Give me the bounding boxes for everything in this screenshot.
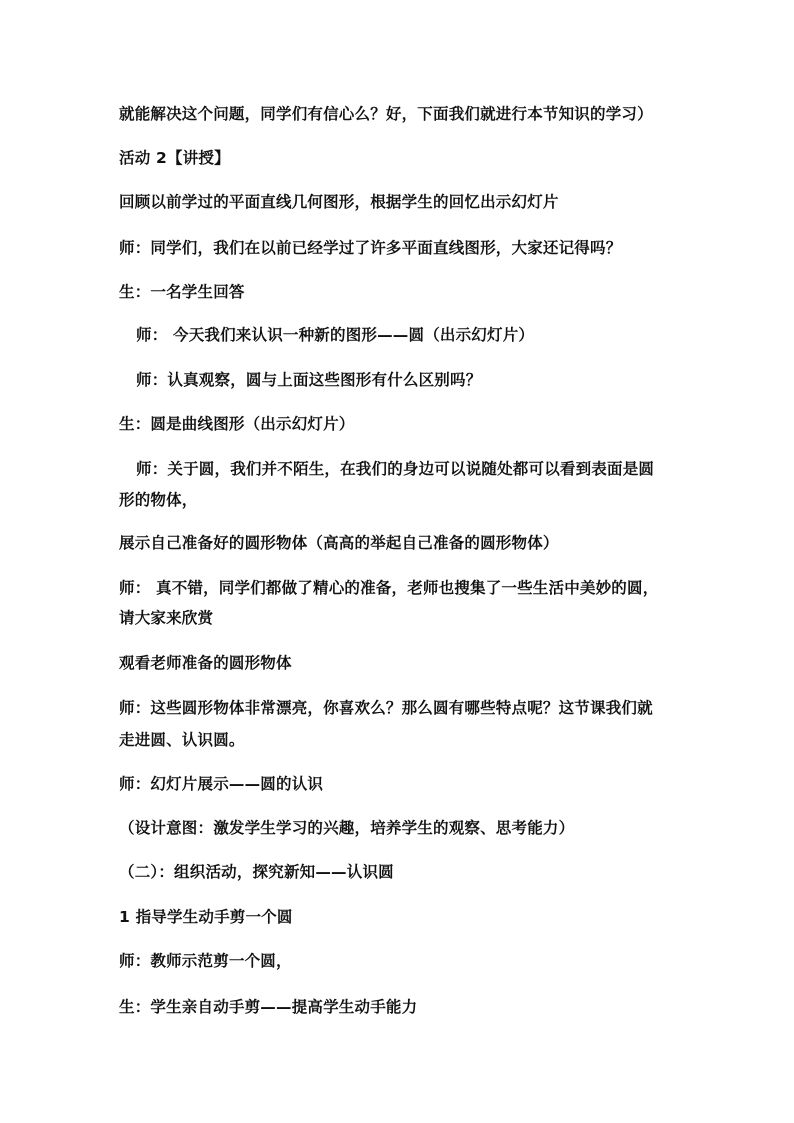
paragraph-line: 回顾以前学过的平面直线几何图形，根据学生的回忆出示幻灯片 <box>119 193 559 211</box>
paragraph-line: 就能解决这个问题，同学们有信心么？好，下面我们就进行本节知识的学习） <box>119 105 653 123</box>
paragraph-line: 师：认真观察，圆与上面这些图形有什么区别吗？ <box>136 371 482 389</box>
paragraph-line: 生：一名学生回答 <box>119 283 245 301</box>
section-heading: 活动 2【讲授】 <box>119 149 230 167</box>
paragraph-line: 师：这些圆形物体非常漂亮，你喜欢么？那么圆有哪些特点呢？这节课我们就 <box>119 699 653 717</box>
paragraph-line: 生：圆是曲线图形（出示幻灯片） <box>119 415 355 433</box>
paragraph-line: 走进圆、认识圆。 <box>119 731 245 749</box>
paragraph-line: 师： 真不错，同学们都做了精心的准备，老师也搜集了一些生活中美妙的圆， <box>119 579 659 597</box>
paragraph-line: 生：学生亲自动手剪——提高学生动手能力 <box>119 998 418 1016</box>
paragraph-line: （设计意图：激发学生学习的兴趣，培养学生的观察、思考能力） <box>119 819 575 837</box>
paragraph-line: 观看老师准备的圆形物体 <box>119 654 292 672</box>
paragraph-line: 师：关于圆，我们并不陌生，在我们的身边可以说随处都可以看到表面是圆 <box>136 460 655 478</box>
section-heading: （二）：组织活动，探究新知——认识圆 <box>119 863 394 881</box>
paragraph-line: 师：幻灯片展示——圆的认识 <box>119 775 324 793</box>
paragraph-line: 师：教师示范剪一个圆， <box>119 952 292 970</box>
paragraph-line: 1 指导学生动手剪一个圆 <box>119 908 293 926</box>
paragraph-line: 形的物体， <box>119 491 198 509</box>
paragraph-line: 请大家来欣赏 <box>119 609 214 627</box>
paragraph-line: 师：同学们，我们在以前已经学过了许多平面直线图形，大家还记得吗？ <box>119 239 622 257</box>
paragraph-line: 展示自己准备好的圆形物体（高高的举起自己准备的圆形物体） <box>119 534 559 552</box>
paragraph-line: 师： 今天我们来认识一种新的图形——圆（出示幻灯片） <box>136 326 535 344</box>
